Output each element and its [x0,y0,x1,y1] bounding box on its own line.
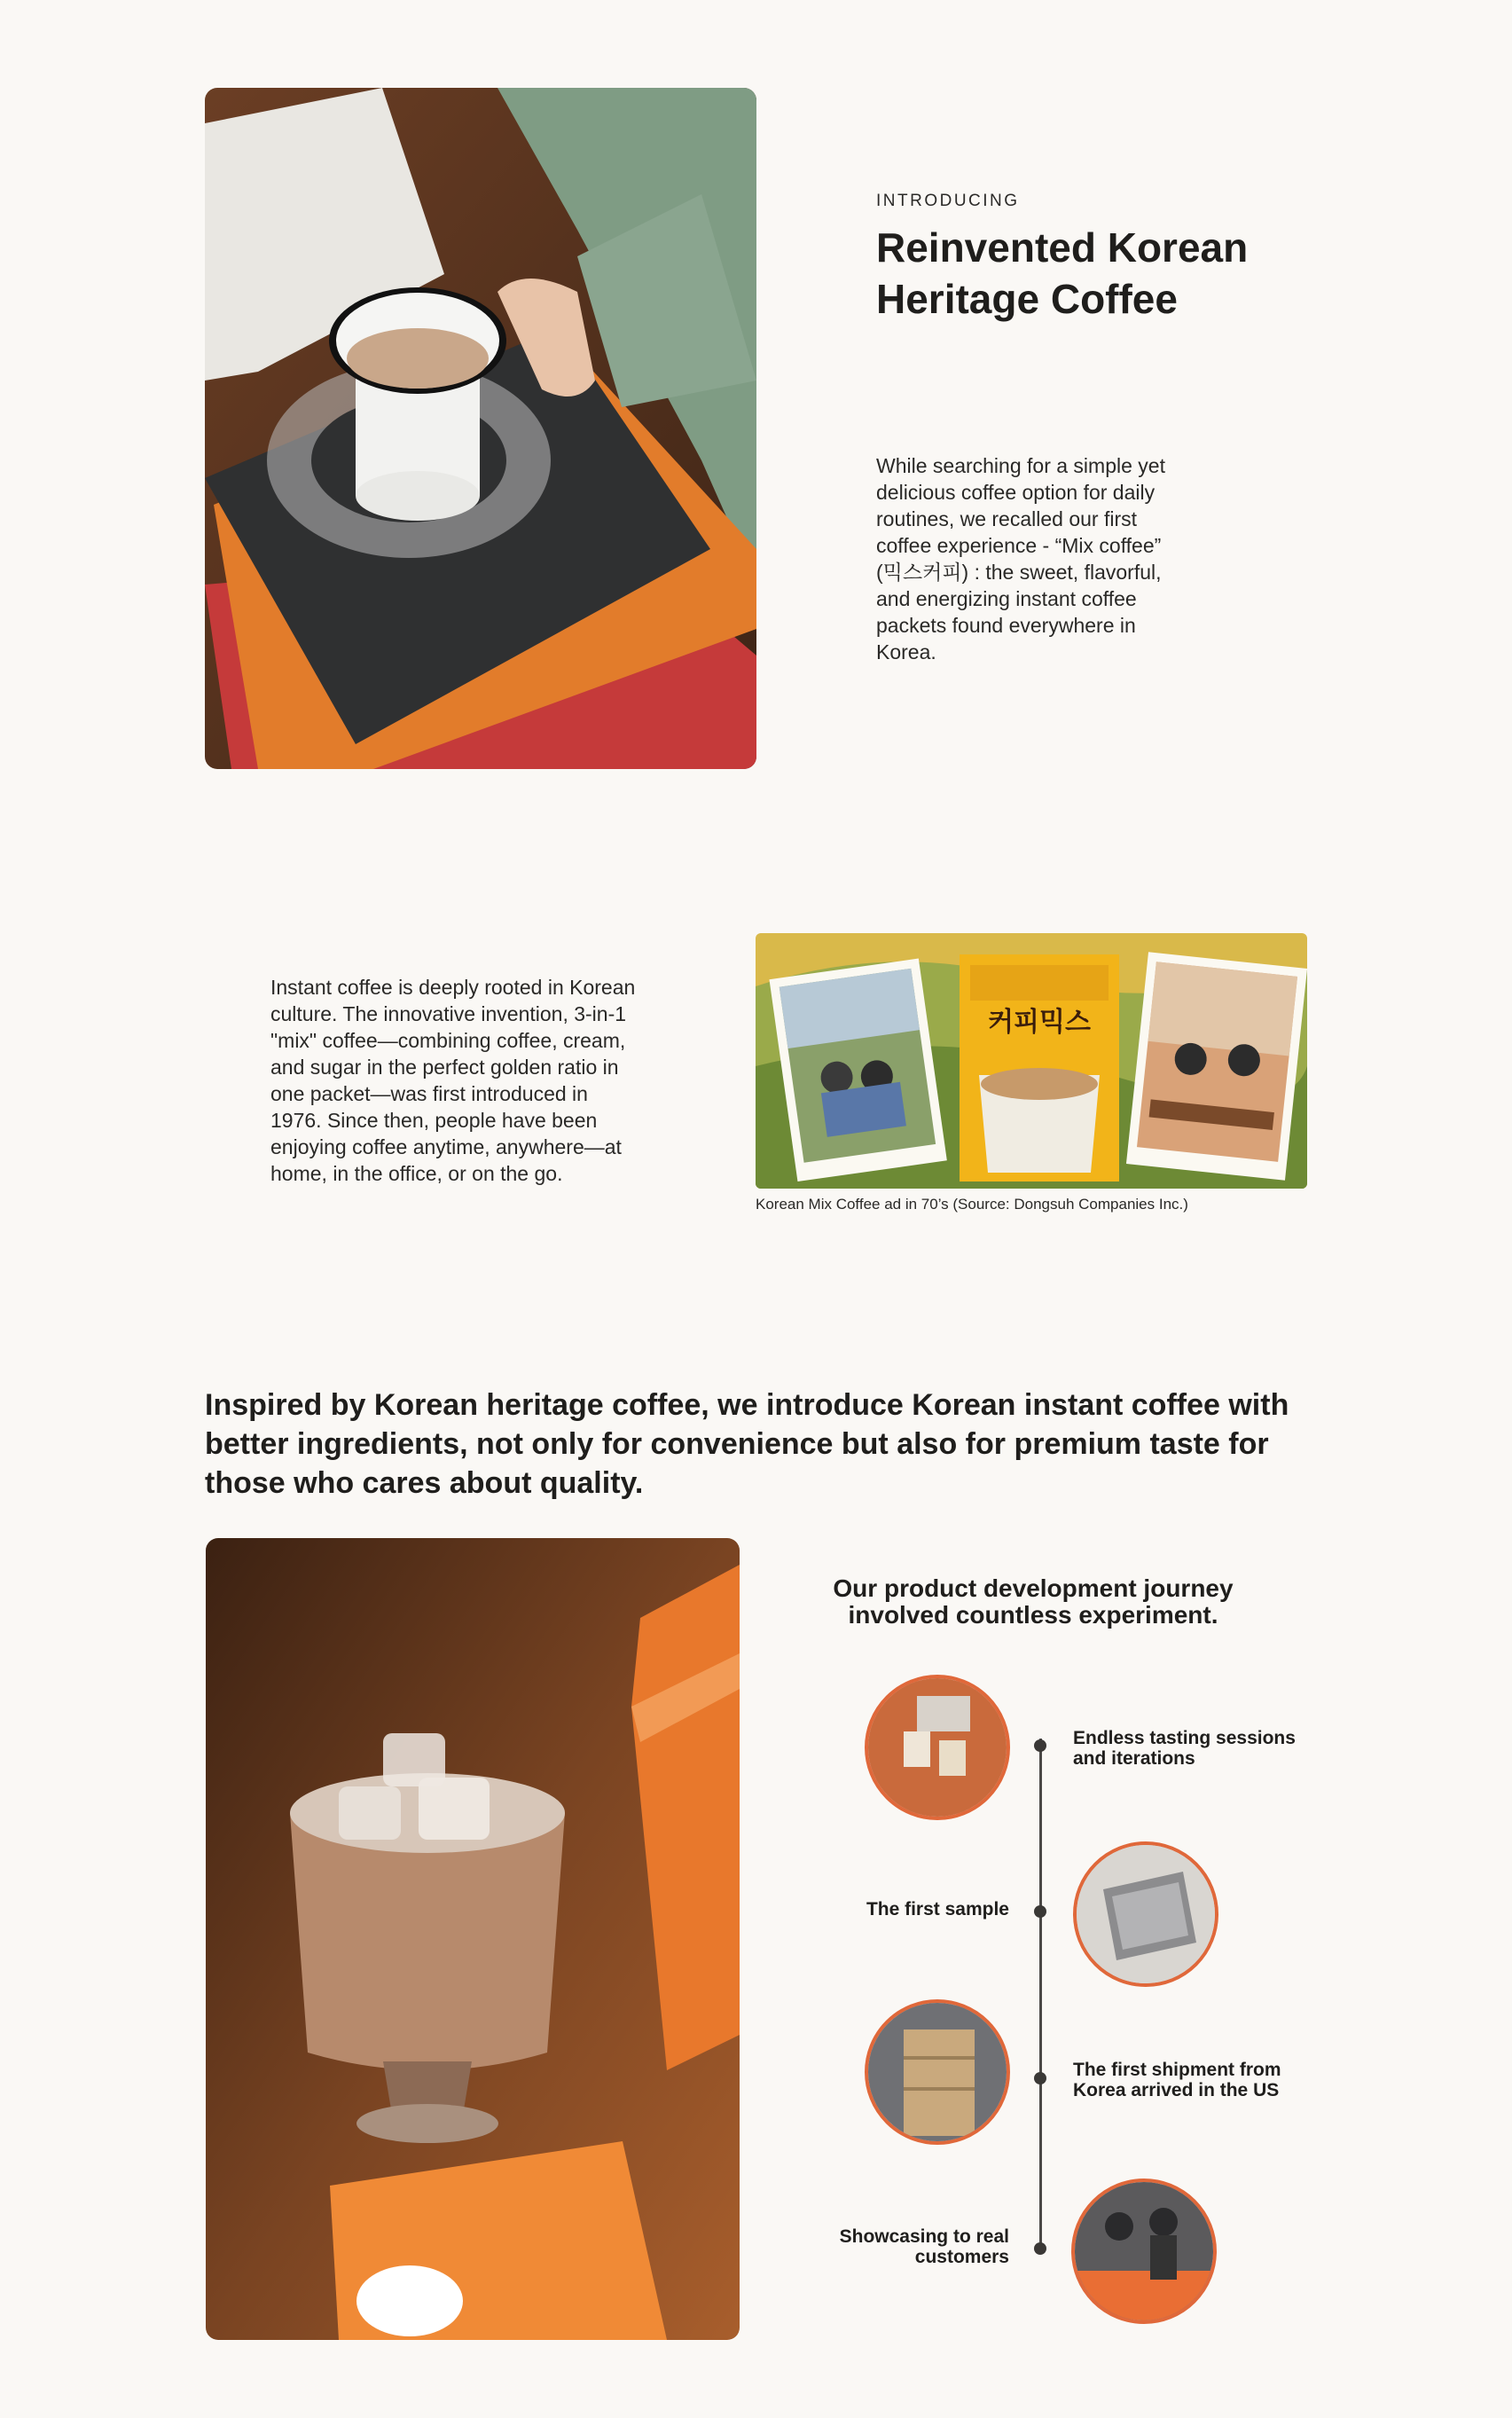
brand-statement: Inspired by Korean heritage coffee, we introduce Korean instant coffee with better ingredients, not only for convenience but also for premium taste for those who cares about quality. [205,1388,1289,1500]
timeline-dot [1034,1905,1046,1918]
intro-eyebrow: INTRODUCING [876,192,1020,210]
ad-caption: Korean Mix Coffee ad in 70’s (Source: Dongsuh Companies Inc.) [756,1196,1188,1213]
timeline-photo-sample [1073,1841,1218,1987]
timeline-photo-tasting [865,1675,1010,1820]
ad-packet-text: 커피믹스 [988,1007,1091,1038]
history-body: Instant coffee is deeply rooted in Korean culture. The innovative invention, 3-in-1 "mix" coffee—combining coffee, cream, and sugar in the perfect golden ratio in one packet—was first introduced in 1976. Since then, people have been enjoying coffee anytime, anywhere—at home, in the office, or on the go. [270,976,636,1185]
timeline-photo-shipment [865,1999,1010,2145]
journey-heading: Our product development journey involved countless experiment. [833,1574,1234,1629]
timeline-photo-customers [1071,2179,1217,2324]
intro-title: Reinvented Korean Heritage Coffee [876,224,1249,322]
vintage-ad-photo [756,933,1307,1189]
timeline-label-customers: Showcasing to real customers [839,2226,1009,2267]
timeline-label-shipment: The first shipment from Korea arrived in the US [1073,2060,1281,2100]
intro-body: While searching for a simple yet delicious coffee option for daily routines, we recalled our first coffee experience - “Mix coffee” (믹스커피) : the sweet, flavorful, and energizing instant coffee packets found everywhere in Korea. [876,454,1165,663]
hero-mug-photo [205,88,756,769]
timeline-dot [1034,1739,1046,1752]
timeline-line [1039,1739,1042,2253]
timeline-dot [1034,2242,1046,2255]
iced-latte-photo [206,1538,740,2340]
timeline-label-tasting: Endless tasting sessions and iterations [1073,1728,1296,1769]
timeline-label-sample: The first sample [866,1899,1009,1919]
timeline-dot [1034,2072,1046,2084]
